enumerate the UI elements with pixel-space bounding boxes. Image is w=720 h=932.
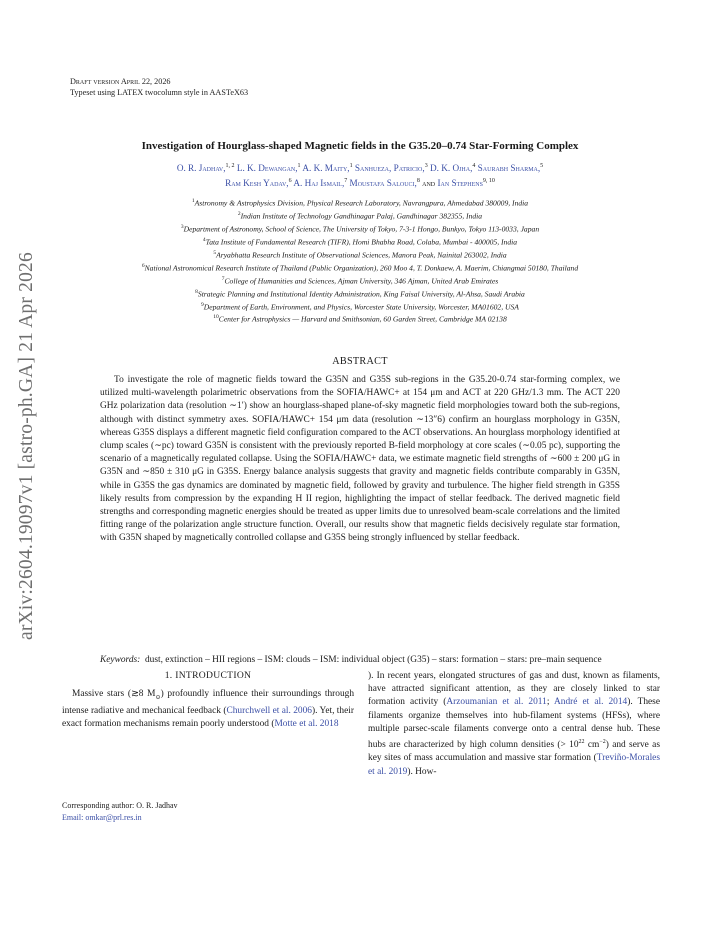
affiliation-number: 6 [141,262,145,269]
affiliation-text: National Astronomical Research Institute of Thailand (Public Organization), 260 Moo 4, T. Donkaew, A. Maerim, Chiangmai 50180, Thailand [144,263,579,273]
affiliation-item [58,209,662,222]
author-name[interactable]: Sanhueza, Patricio, [354,163,425,174]
affiliation-text: College of Humanities and Sciences, Ajman University, 346 Ajman, United Arab Emirates [224,276,499,286]
author-affiliation-marker: 1, 2 [225,163,235,169]
author-name[interactable]: Ian Stephens [437,178,483,189]
affiliation-text: Indian Institute of Technology Gandhinagar Palaj, Gandhinagar 382355, India [240,211,483,221]
citation-link-andre[interactable]: André et al. 2014 [554,697,628,708]
affiliation-item [58,248,662,261]
correspondence-footnote [62,800,354,824]
email-link[interactable]: Email: omkar@prl.res.in [62,813,142,822]
affiliation-text: Center for Astrophysics — Harvard and Smithsonian, 60 Garden Street, Cambridge MA 02138 [218,314,507,324]
affiliation-number: 5 [213,249,217,256]
affiliation-number: 4 [202,236,206,243]
affiliation-number: 9 [201,301,204,308]
author-name[interactable]: Ram Kesh Yadav, [225,178,289,189]
affiliation-text: Strategic Planning and Institutional Identity Administration, King Faisal University, Al-Ahsa, Saudi Arabia [197,289,525,299]
intro-text-left-3: ). Yet, their exact formation mechanisms remain poorly understood ( [62,706,354,730]
draft-header [70,76,248,98]
affiliation-item [58,312,662,325]
citation-link-churchwell[interactable]: Churchwell et al. 2006 [226,706,312,717]
intro-paragraph-right [368,670,660,779]
author-affiliation-marker: 4 [472,163,476,169]
affiliation-number: 1 [191,198,195,204]
author-affiliation-marker: 1 [297,163,301,169]
author-affiliation-marker: 9, 10 [482,178,495,185]
keywords-text: dust, extinction – HII regions – ISM: clouds – ISM: individual object (G35) – stars: formation – stars: pre–main sequence [144,655,602,665]
arxiv-identifier-stamp: arXiv:2604.19097v1 [astro-ph.GA] 21 Apr 2026 [16,252,37,640]
author-list [60,160,660,190]
author-name[interactable]: A. K. Maity, [302,163,350,174]
author-affiliation-marker: 5 [540,163,544,169]
authors-and-connector: and [422,178,436,189]
affiliation-number: 8 [195,288,198,295]
affiliation-text: Tata Institute of Fundamental Research (TIFR), Homi Bhabha Road, Colaba, Mumbai - 400005, India [205,237,518,247]
intro-text-right-1: ). In recent years, elongated structures of gas and dust, known as filaments, have attracted significant attention, as they are closely linked to star formation activity ( [368,671,660,708]
affiliation-number: 3 [180,223,184,230]
keywords [100,654,620,667]
author-name[interactable]: Moustafa Salouci, [349,178,417,189]
paper-title: Investigation of Hourglass-shaped Magnetic fields in the G35.20–0.74 Star-Forming Complex [141,140,579,152]
intro-text-right-4: ). How- [407,766,437,777]
affiliation-number: 2 [237,210,241,217]
abstract-body: To investigate the role of magnetic fields toward the G35N and G35S sub-regions in the G35.20-0.74 star-forming complex, we utilized multi-wavelength polarimetric observations from the SOFIA/HAWC+ at 154 μm and ACT at 220 GHz/1.3 mm. The ACT 220 GHz polarization data (resolution ∼1′) show an hourglass-shaped plane-of-sky magnetic field morphologies toward both the sub-regions, although with distinct symmetry axes. SOFIA/HAWC+ 154 μm data (resolution ∼13″6) confirm an hourglass morphology in G35N, whereas G35S displays a different magnetic field configuration compared to the ACT observations. An hourglass morphology identified at clump scales (∼pc) toward G35N is consistent with the previously reported B-field morphology at core scales (∼0.05 pc), supporting the scenario of a magnetically regulated collapse. Using the SOFIA/HAWC+ data, we estimate magnetic field strengths of ∼600 ± 200 μG in G35N and ∼850 ± 310 μG in G35S. Energy balance analysis suggests that gravity and magnetic fields contribute comparably in G35N, while in G35S the gas dynamics are dominated by magnetic field, followed by gravity and turbulence. The higher field strength in G35S likely results from compression by the expanding H II region, highlighting the impact of stellar feedback. The derived magnetic field strengths and corresponding magnetic energies should be treated as upper limits due to unresolved beam-scale correlations and the limited fitting range of the polarization angle structure function. Overall, our results show that magnetic fields decisively regulate star formation, with G35N shaped by magnetically controlled collapse and G35S being strongly influenced by stellar feedback. [100,375,620,544]
author-name[interactable]: D. K. Ojha, [429,163,473,174]
abstract-heading: ABSTRACT [332,356,388,367]
typeset-line: Typeset using LATEX twocolumn style in AASTeX63 [70,88,249,97]
author-name[interactable]: O. R. Jadhav, [176,163,226,174]
section-heading-introduction: 1. INTRODUCTION [164,670,252,681]
intro-text-left-2: ) profoundly influence their surroundings through intense radiative and mechanical feedback ( [62,689,355,717]
author-affiliation-marker: 3 [424,163,428,169]
affiliation-item [58,235,662,248]
citation-link-motte[interactable]: Motte et al. 2018 [274,719,339,730]
affiliation-text: Astronomy & Astrophysics Division, Physical Research Laboratory, Navrangpura, Ahmedabad 380009, India [194,198,529,208]
citation-link-trevino[interactable]: Treviño-Morales et al. 2019 [368,753,660,777]
affiliation-text: Department of Earth, Environment, and Physics, Worcester State University, Worcester, MA01602, USA [203,302,519,312]
corresponding-author: Corresponding author: O. R. Jadhav [62,801,178,810]
affiliation-item [58,274,662,287]
author-name[interactable]: L. K. Dewangan, [236,163,298,174]
exponent-22: 22 [578,739,585,746]
affiliation-number: 10 [213,314,219,321]
intro-paragraph-left [62,688,354,731]
unit-cm: cm [584,740,600,751]
intro-text-right-2: ). These filaments organize themselves into hub-filament systems (HFSs), where multiple parsec-scale filaments converge onto a central dense hub. These hubs are characterized by high column densities (> 10 [368,697,660,751]
draft-version-line: Draft version April 22, 2026 [70,77,171,86]
author-affiliation-marker: 1 [349,163,353,169]
affiliation-text: Department of Astronomy, School of Science, The University of Tokyo, 7-3-1 Hongo, Bunkyo, Tokyo 113-0033, Japan [183,224,540,234]
affiliation-item [58,222,662,235]
author-affiliation-marker: 7 [344,178,348,185]
citation-link-arzoumanian[interactable]: Arzoumanian et al. 2011 [446,697,547,708]
author-name[interactable]: Saurabh Sharma, [477,163,541,174]
sun-symbol: ⊙ [155,694,161,701]
citation-separator: ; [546,697,554,708]
author-name[interactable]: A. Haj Ismail, [293,178,345,189]
author-affiliation-marker: 8 [416,178,420,185]
author-affiliation-marker: 6 [288,178,292,185]
exponent-minus-2: −2 [599,739,606,746]
intro-text-right-3: ) and serve as key sites of mass accumulation and massive star formation ( [368,740,660,764]
intro-text-left-1: Massive stars (≳8 M [72,689,156,699]
affiliation-text: Aryabhatta Research Institute of Observational Sciences, Manora Peak, Nainital 263002, India [216,250,507,260]
affiliation-item [58,261,662,274]
affiliation-item [58,287,662,300]
affiliation-item [58,196,662,209]
affiliation-list [58,196,662,325]
affiliation-item [58,300,662,313]
keywords-label: Keywords: [100,655,141,665]
affiliation-number: 7 [221,275,225,282]
